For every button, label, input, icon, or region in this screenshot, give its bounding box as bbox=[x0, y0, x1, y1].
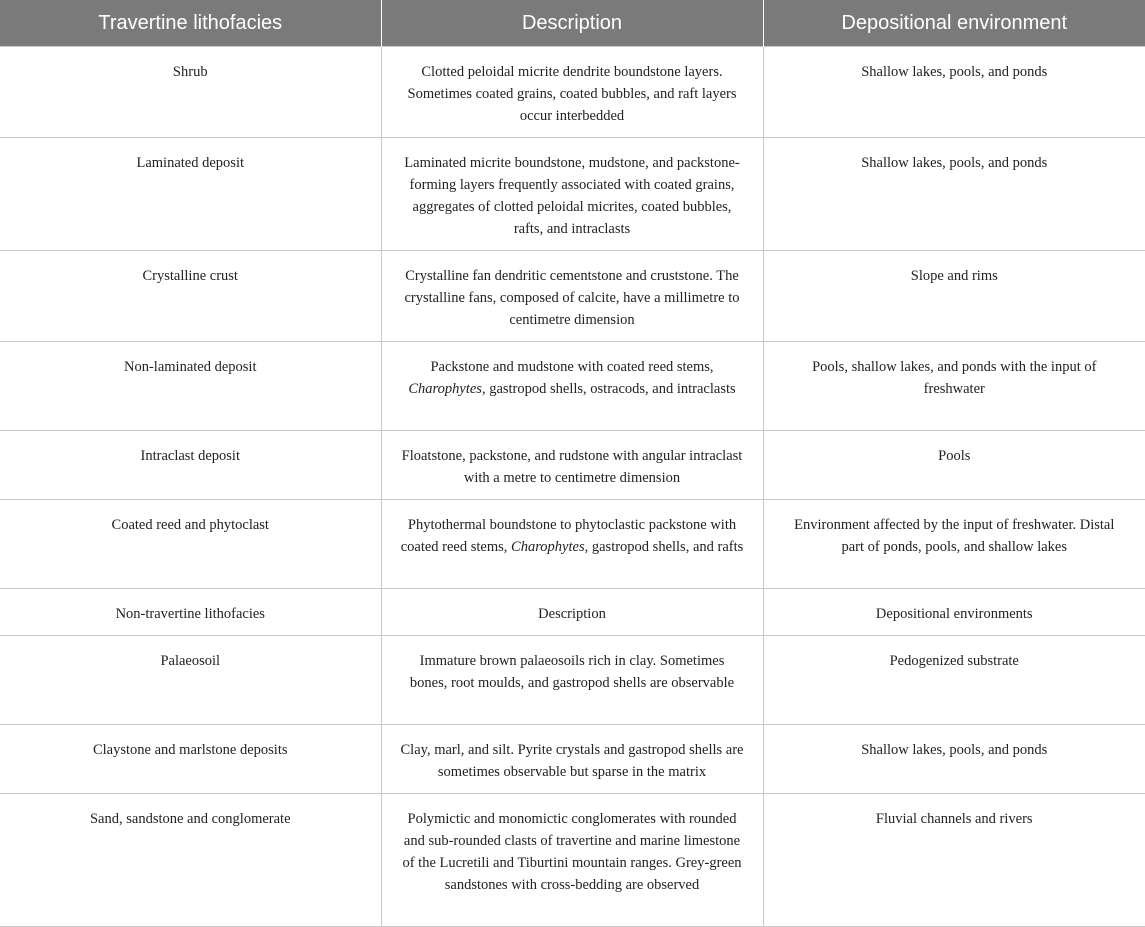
cell-description: Clay, marl, and silt. Pyrite crystals and gastropod shells are sometimes observable but sparse in the matrix bbox=[381, 725, 763, 794]
cell-lithofacies: Sand, sandstone and conglomerate bbox=[0, 794, 381, 927]
cell-environment: Fluvial channels and rivers bbox=[763, 794, 1145, 927]
table-row bbox=[0, 500, 1145, 589]
cell-environment: Pools bbox=[763, 431, 1145, 500]
taxon-name: Charophytes bbox=[408, 381, 482, 397]
table-row bbox=[0, 636, 1145, 725]
cell-description: Clotted peloidal micrite dendrite boundstone layers. Sometimes coated grains, coated bubbles, and raft layers occur interbedded bbox=[381, 47, 763, 138]
table-row bbox=[0, 725, 1145, 794]
cell-environment: Shallow lakes, pools, and ponds bbox=[763, 138, 1145, 251]
header-environment: Depositional environment bbox=[763, 0, 1145, 47]
description-text: , gastropod shells, and rafts bbox=[584, 539, 744, 555]
cell-environment: Shallow lakes, pools, and ponds bbox=[763, 47, 1145, 138]
table-row bbox=[0, 47, 1145, 138]
description-text: Phytothermal boundstone to phytoclastic packstone with coated reed stems, bbox=[400, 517, 737, 555]
subheader-lithofacies: Non-travertine lithofacies bbox=[0, 589, 381, 636]
cell-environment: Pedogenized substrate bbox=[763, 636, 1145, 725]
cell-lithofacies: Palaeosoil bbox=[0, 636, 381, 725]
subheader-environment: Depositional environments bbox=[763, 589, 1145, 636]
header-description: Description bbox=[381, 0, 763, 47]
cell-lithofacies: Non-laminated deposit bbox=[0, 342, 381, 431]
cell-description: Floatstone, packstone, and rudstone with angular intraclast with a metre to centimetre dimension bbox=[381, 431, 763, 500]
cell-description: Polymictic and monomictic conglomerates with rounded and sub-rounded clasts of travertine and marine limestone of the Lucretili and Tiburtini mountain ranges. Grey-green sandstones with cross-bedding are observed bbox=[381, 794, 763, 927]
cell-environment: Shallow lakes, pools, and ponds bbox=[763, 725, 1145, 794]
description-text: Packstone and mudstone with coated reed stems, bbox=[430, 359, 714, 375]
description-text: , gastropod shells, ostracods, and intraclasts bbox=[481, 381, 736, 397]
subheader-description: Description bbox=[381, 589, 763, 636]
cell-lithofacies: Coated reed and phytoclast bbox=[0, 500, 381, 589]
cell-lithofacies: Intraclast deposit bbox=[0, 431, 381, 500]
cell-environment: Pools, shallow lakes, and ponds with the input of freshwater bbox=[763, 342, 1145, 431]
table-row bbox=[0, 431, 1145, 500]
cell-description: Crystalline fan dendritic cementstone and cruststone. The crystalline fans, composed of calcite, have a millimetre to centimetre dimension bbox=[381, 251, 763, 342]
table-row bbox=[0, 138, 1145, 251]
cell-lithofacies: Laminated deposit bbox=[0, 138, 381, 251]
table-row bbox=[0, 342, 1145, 431]
cell-environment: Environment affected by the input of freshwater. Distal part of ponds, pools, and shallow lakes bbox=[763, 500, 1145, 589]
subheader-row bbox=[0, 589, 1145, 636]
cell-lithofacies: Crystalline crust bbox=[0, 251, 381, 342]
header-row bbox=[0, 0, 1145, 47]
cell-description bbox=[381, 342, 763, 431]
cell-lithofacies: Shrub bbox=[0, 47, 381, 138]
cell-description bbox=[381, 500, 763, 589]
table-row bbox=[0, 794, 1145, 927]
cell-description: Immature brown palaeosoils rich in clay. Sometimes bones, root moulds, and gastropod shells are observable bbox=[381, 636, 763, 725]
cell-environment: Slope and rims bbox=[763, 251, 1145, 342]
table-body bbox=[0, 47, 1145, 927]
table-row bbox=[0, 251, 1145, 342]
table-header bbox=[0, 0, 1145, 47]
cell-description: Laminated micrite boundstone, mudstone, and packstone-forming layers frequently associated with coated grains, aggregates of clotted peloidal micrites, coated bubbles, rafts, and intraclasts bbox=[381, 138, 763, 251]
header-lithofacies: Travertine lithofacies bbox=[0, 0, 381, 47]
cell-lithofacies: Claystone and marlstone deposits bbox=[0, 725, 381, 794]
taxon-name: Charophytes bbox=[511, 539, 585, 555]
